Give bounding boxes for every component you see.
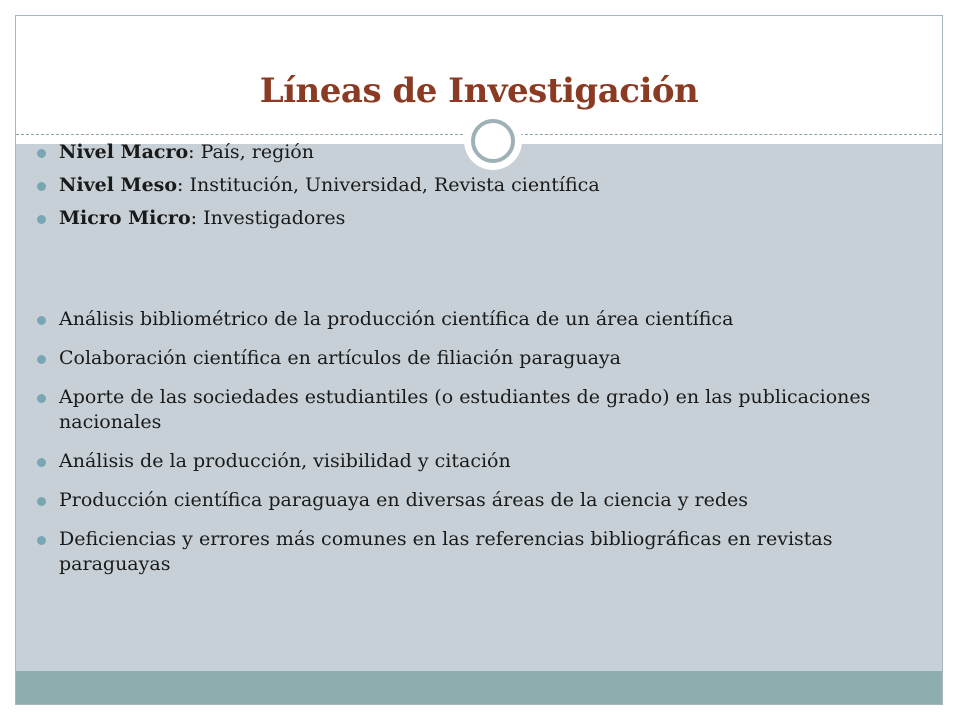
list-item (33, 346, 913, 371)
list-item (33, 449, 913, 474)
research-line: Análisis de la producción, visibilidad y citación (59, 450, 511, 472)
level-text: : Institución, Universidad, Revista científica (177, 174, 600, 196)
bullet-list (33, 140, 913, 577)
level-text: : Investigadores (190, 207, 346, 229)
research-line: Colaboración científica en artículos de filiación paraguaya (59, 347, 621, 369)
bullet-icon (37, 458, 46, 467)
list-item (33, 488, 913, 513)
bullet-icon (37, 149, 46, 158)
list-item (33, 307, 913, 332)
level-text: : País, región (188, 141, 314, 163)
slide-title: Líneas de Investigación (259, 71, 699, 111)
bullet-icon (37, 536, 46, 545)
list-item (33, 206, 913, 231)
research-line: Producción científica paraguaya en diversas áreas de la ciencia y redes (59, 489, 748, 511)
level-label: Nivel Meso (59, 174, 178, 196)
bullet-icon (37, 394, 46, 403)
research-line: Deficiencias y errores más comunes en las referencias bibliográficas en revistas paraguayas (59, 528, 833, 575)
list-item (33, 385, 913, 435)
level-label: Nivel Macro (59, 141, 189, 163)
research-line: Análisis bibliométrico de la producción científica de un área científica (59, 308, 734, 330)
list-item (33, 140, 913, 165)
bullet-icon (37, 497, 46, 506)
footer-bar (16, 671, 942, 704)
list-item (33, 173, 913, 198)
bullet-icon (37, 182, 46, 191)
level-label: Micro Micro (59, 207, 191, 229)
bullet-icon (37, 316, 46, 325)
research-line: Aporte de las sociedades estudiantiles (o estudiantes de grado) en las publicaciones nacionales (59, 386, 871, 433)
list-item (33, 527, 913, 577)
bullet-icon (37, 355, 46, 364)
bullet-icon (37, 215, 46, 224)
